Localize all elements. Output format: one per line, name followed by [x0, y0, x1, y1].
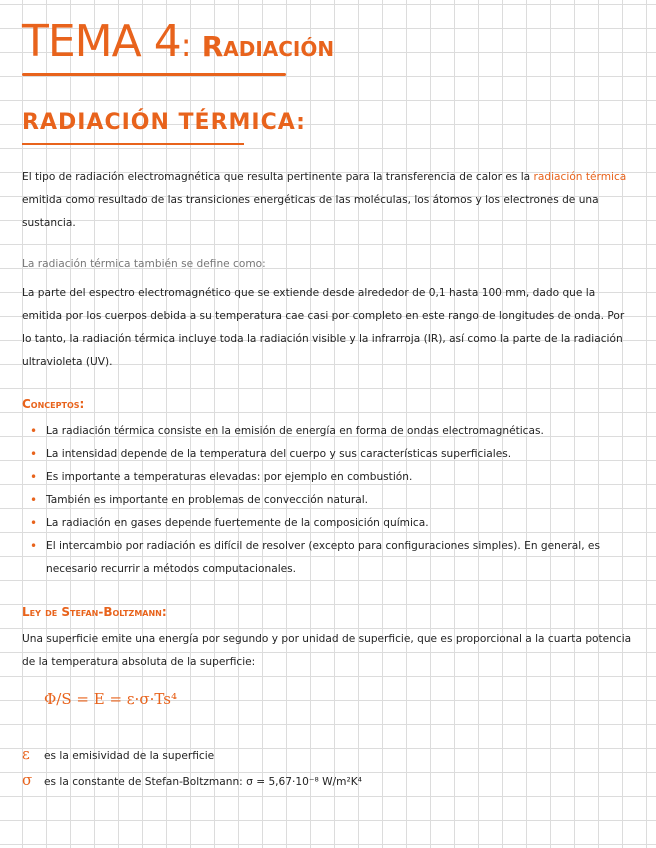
- sigma-text: es la constante de Stefan-Boltzmann: σ = 5,67·10⁻⁸ W/m²K⁴: [44, 776, 362, 788]
- symbol-definitions: [22, 742, 634, 794]
- title-number: TEMA 4: [22, 16, 181, 67]
- stefan-formula: Φ/S = E = ε·σ·Ts⁴: [44, 690, 177, 708]
- defines-label: La radiación térmica también se define como:: [22, 258, 266, 270]
- bullet-icon: •: [30, 470, 38, 484]
- title-separator: :: [180, 26, 202, 64]
- emissivity-text: es la emisividad de la superficie: [44, 750, 215, 762]
- sigma-symbol: σ: [22, 771, 33, 789]
- intro-paragraph: [22, 166, 634, 235]
- section-underline: [22, 143, 244, 145]
- definition-row-sigma: [22, 768, 634, 794]
- definition-paragraph: La parte del espectro electromagnético que se extiende desde alrededor de 0,1 hasta 100 mm, dado que la emitida por los cuerpos debida a su temperatura cae casi por completo en este rango de longitudes de onda. Por lo tanto, la radiación térmica incluye toda la radiación visible y la infrarroja (IR), así como la parte de la radiación ultravioleta (UV).: [22, 287, 625, 368]
- title-subtitle: Radiación: [201, 30, 335, 63]
- stefan-paragraph: Una superficie emite una energía por segundo y por unidad de superficie, que es proporcional a la cuarta potencia de la temperatura absoluta de la superficie:: [22, 633, 632, 668]
- list-item: • Es importante a temperaturas elevadas: por ejemplo en combustión.: [22, 466, 634, 489]
- page-title: [22, 16, 334, 67]
- bullet-icon: •: [30, 447, 38, 461]
- bullet-icon: •: [30, 516, 38, 530]
- bullet-icon: •: [30, 493, 38, 507]
- definition-row-emissivity: [22, 742, 634, 768]
- list-item: • La radiación en gases depende fuertemente de la composición química.: [22, 512, 634, 535]
- title-underline: [22, 73, 286, 76]
- concepts-heading: Conceptos:: [22, 397, 85, 411]
- concepts-list: [22, 420, 634, 581]
- epsilon-symbol: ε: [22, 745, 30, 763]
- list-item: • También es importante en problemas de convección natural.: [22, 489, 634, 512]
- bullet-icon: •: [30, 424, 38, 438]
- stefan-heading: Ley de Stefan-Boltzmann:: [22, 605, 167, 619]
- intro-highlight: radiación térmica: [533, 171, 627, 183]
- bullet-icon: •: [30, 539, 38, 553]
- section-title: RADIACIÓN TÉRMICA:: [22, 110, 306, 135]
- list-item: • La radiación térmica consiste en la emisión de energía en forma de ondas electromagnéticas.: [22, 420, 634, 443]
- intro-after: emitida como resultado de las transiciones energéticas de las moléculas, los átomos y los electrones de una sustancia.: [22, 194, 599, 229]
- list-item: • La intensidad depende de la temperatura del cuerpo y sus características superficiales.: [22, 443, 634, 466]
- list-item: • El intercambio por radiación es difícil de resolver (excepto para configuraciones simples). En general, es necesario recurrir a métodos computacionales.: [22, 535, 634, 581]
- intro-before: El tipo de radiación electromagnética que resulta pertinente para la transferencia de calor es la: [22, 171, 534, 183]
